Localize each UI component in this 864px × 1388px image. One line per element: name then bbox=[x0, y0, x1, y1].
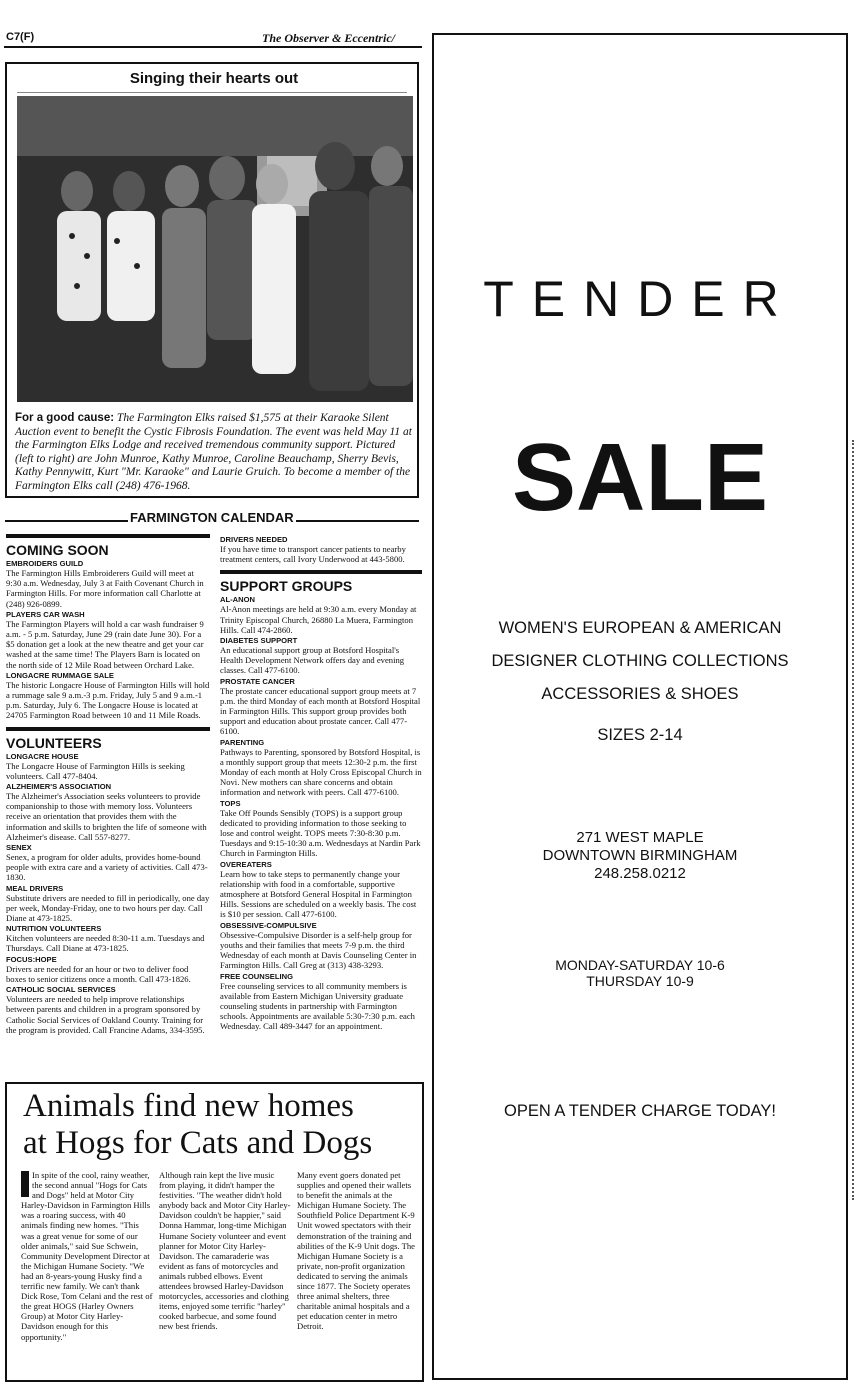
item-text: Substitute drivers are needed to fill in periodically, one day per week, Monday-Friday, one to two hours per day. Call Diane at 473-1825. bbox=[6, 892, 210, 924]
item-heading: FOCUS:HOPE bbox=[6, 954, 57, 964]
item-heading: NUTRITION VOLUNTEERS bbox=[6, 924, 102, 934]
section-heading: SUPPORT GROUPS bbox=[220, 578, 353, 595]
ad-brand: TENDER bbox=[483, 271, 797, 327]
item-heading: DRIVERS NEEDED bbox=[220, 535, 288, 544]
ad-line-2: DESIGNER CLOTHING COLLECTIONS bbox=[491, 652, 789, 670]
article-column-2 bbox=[159, 1170, 291, 1332]
item-text: Pathways to Parenting, sponsored by Botsford Hospital, is a monthly support group that meets 12:30-2 p.m. the first Monday of each month at Holy Cross Episcopal Church in Novi. New mothers can share concerns and obtain information and network with peers. Call 477-6100. bbox=[220, 746, 422, 798]
drop-cap bbox=[21, 1171, 29, 1197]
item-heading: PROSTATE CANCER bbox=[220, 676, 295, 686]
item-text: The Farmington Hills Embroiderers Guild will meet at 9:30 a.m. Wednesday, July 3 at Faith Covenant Church in Farmington Hills. For more information call Charlotte at (248) 926-0899. bbox=[6, 568, 204, 609]
ad-line-3: ACCESSORIES & SHOES bbox=[541, 685, 739, 703]
item-heading: LONGACRE HOUSE bbox=[6, 751, 79, 761]
photo-caption bbox=[15, 412, 415, 493]
item-heading: FREE COUNSELING bbox=[220, 971, 293, 981]
ad-phone: 248.258.0212 bbox=[594, 865, 686, 882]
caption-lead: For a good cause: bbox=[15, 412, 115, 424]
section-heading: COMING SOON bbox=[6, 542, 109, 558]
item-text: Free counseling services to all community members is available from Eastern Michigan University graduate counseling students in partnership with Farmington schools. Appointments are available 5:30-7:30 p.m. each Wednesday. Call 489-3447 for an appointment. bbox=[220, 980, 415, 1032]
article-headline bbox=[23, 1088, 423, 1162]
ad-sale: SALE bbox=[511, 424, 769, 531]
item-heading: LONGACRE RUMMAGE SALE bbox=[6, 670, 114, 680]
ad-sizes: SIZES 2-14 bbox=[597, 726, 683, 744]
section-rule bbox=[220, 570, 422, 574]
item-text: Volunteers are needed to help improve relationships between parents and children in a program sponsored by Catholic Social Services of Oakland County. Training for the program is provided. Call Francine Adams, 334-3595. bbox=[6, 994, 205, 1035]
section-rule bbox=[6, 534, 210, 538]
item-text: The Longacre House of Farmington Hills is seeking volunteers. Call 477-8404. bbox=[6, 760, 185, 781]
margin-dots bbox=[852, 440, 858, 1200]
item-heading: PLAYERS CAR WASH bbox=[6, 609, 85, 619]
headline-line-1: Animals find new homes bbox=[23, 1088, 354, 1124]
page-number: C7(F) bbox=[6, 31, 35, 43]
item-text: Senex, a program for older adults, provides home-bound people with extra care and a variety of activities. Call 473-1830. bbox=[6, 852, 208, 883]
newspaper-name: The Observer & Eccentric/ bbox=[262, 31, 395, 45]
item-text: The Farmington Players will hold a car wash fundraiser 9 a.m. - 5 p.m. Saturday, June 29 (rain date June 30). For a $5 donation get a look at the new theatre and get your car washed at the same time! The Players Barn is located on the north side of 12 Mile Road between Orchard Lake. bbox=[6, 618, 204, 670]
tender-advertisement bbox=[432, 33, 848, 1380]
calendar-title: FARMINGTON CALENDAR bbox=[130, 510, 294, 525]
header-rule bbox=[4, 46, 422, 48]
item-text: An educational support group at Botsford Hospital's Health Development Network offers day and evening classes. Call 477-6100. bbox=[220, 645, 405, 676]
article-text: Although rain kept the live music from playing, it didn't hamper the festivities. "The weather didn't hold anybody back and Motor City Harley-Davidson couldn't be happier," said Donna Hammar, long-time Michigan Humane Society volunteer and event planner for Motor City Harley-Davidson. The camaraderie was evident as fans of motorcycles and animals rubbed elbows. Event attendees browsed Harley-Davidson motorcycles, accessories and clothing items, enjoyed some terrific "harley" cooked barbecue, and some found new best friends. bbox=[159, 1170, 291, 1332]
photo-title: Singing their hearts out bbox=[129, 70, 299, 87]
article-column-1 bbox=[21, 1170, 153, 1342]
item-text: Kitchen volunteers are needed 8:30-11 a.m. Tuesdays and Thursdays. Call Diane at 473-1825. bbox=[6, 933, 205, 954]
ad-hours-1: MONDAY-SATURDAY 10-6 bbox=[555, 957, 725, 973]
article-column-3 bbox=[297, 1170, 419, 1332]
section-rule bbox=[6, 727, 210, 731]
caption-body: The Farmington Elks raised $1,575 at their Karaoke Silent Auction event to benefit the Cystic Fibrosis Foundation. The event was held May 11 at the Farmington Elks Lodge and received tremendous community support. Pictured (left to right) are John Munroe, Kathy Munroe, Caroline Beauchamp, Sherry Bevis, Kathy Pennywitt, Kurt "Mr. Karaoke" and Laurie Gruich. To become a member of the Farmington Elks call (248) 476-1968. bbox=[15, 412, 412, 492]
item-text: Take Off Pounds Sensibly (TOPS) is a support group dedicated to providing information to those seeking to lose and control weight. TOPS meets 7:30-8:30 p.m. Tuesdays and 9:15-10:30 a.m. Wednesdays at Nardin Park Church in Farmington Hills. bbox=[220, 807, 421, 859]
ad-cta: OPEN A TENDER CHARGE TODAY! bbox=[503, 1102, 777, 1120]
section-heading: VOLUNTEERS bbox=[6, 734, 102, 751]
item-heading: SENEX bbox=[6, 843, 32, 853]
item-heading: PARENTING bbox=[220, 737, 265, 747]
calendar-right-column bbox=[220, 534, 422, 1032]
item-heading: AL-ANON bbox=[220, 595, 256, 605]
item-heading: EMBROIDERS GUILD bbox=[6, 559, 84, 568]
item-heading: OVEREATERS bbox=[220, 859, 272, 869]
photo-image bbox=[17, 96, 413, 402]
item-text: Drivers are needed for an hour or two to deliver food boxes to senior citizens once a month. Call 473-1826. bbox=[6, 963, 191, 984]
item-text: Obsessive-Compulsive Disorder is a self-help group for youths and their families that meets 7-9 p.m. the third Wednesday of each month at Davis Counseling Center in Farmington Hills. Call Greg at (313) 438-3293. bbox=[220, 929, 417, 971]
article-text: Many event goers donated pet supplies and opened their wallets to benefit the animals at the Michigan Humane Society. The Southfield Police Department K-9 Unit wowed spectators with their demonstration of the training and abilities of the K-9 Unit dogs. The Michigan Humane Society is a private, non-profit organization dedicated to serving the animals since 1877. The Society operates three animal shelters, three charitable animal hospitals and a pet education center in metro Detroit. bbox=[297, 1170, 415, 1332]
item-text: The historic Longacre House of Farmington Hills will hold a rummage sale 9 a.m.-3 p.m. Friday, July 5 and 9 a.m.-1 p.m. Saturday, July 6. The Longacre House is located at 24705 Farmington Road between 10 and 11 Mile Roads. bbox=[6, 679, 210, 721]
article-text: In spite of the cool, rainy weather, the second annual "Hogs for Cats and Dogs" held at Motor City Harley-Davidson in Farmington Hills was a roaring success, with 40 animals finding new homes. "This was a great venue for some of our older animals," said Sue Schwein, Community Development Director at the Michigan Humane Society. "We had an 8-years-young Husky find a terrific new family. We can't thank Dick Rose, Tom Celani and the rest of the great HOGS (Harley Owners Group) at Motor City Harley-Davidson enough for this opportunity." bbox=[21, 1170, 153, 1342]
headline-line-2: at Hogs for Cats and Dogs bbox=[23, 1125, 373, 1161]
item-text: Learn how to take steps to permanently change your relationship with food in a comfortable, supportive atmosphere at Botsford General Hospital in Farmington Hills. Sessions are scheduled on a weekly basis. The cost is $10 per session. Call 477-6100. bbox=[220, 868, 417, 920]
photo-title-rule bbox=[17, 92, 407, 93]
group-photo bbox=[17, 96, 413, 402]
item-text: Al-Anon meetings are held at 9:30 a.m. every Monday at Trinity Episcopal Church, 26880 La Muera, Farmington Hills. Call 474-2860. bbox=[220, 604, 417, 635]
ad-address-2: DOWNTOWN BIRMINGHAM bbox=[542, 847, 738, 864]
item-text: The Alzheimer's Association seeks volunteers to provide companionship to those with memory loss. Volunteers receive an orientation that provides them with the information and skills to brighten the life of someone with Alzheimer's disease. Call 557-8277. bbox=[6, 791, 207, 842]
item-heading: TOPS bbox=[220, 798, 241, 808]
item-heading: ALZHEIMER'S ASSOCIATION bbox=[6, 782, 112, 792]
item-heading: OBSESSIVE-COMPULSIVE bbox=[220, 920, 317, 930]
ad-address-1: 271 WEST MAPLE bbox=[576, 829, 704, 846]
item-heading: CATHOLIC SOCIAL SERVICES bbox=[6, 985, 116, 995]
calendar-left-column bbox=[6, 532, 210, 1035]
ad-hours-2: THURSDAY 10-9 bbox=[586, 973, 694, 989]
item-heading: MEAL DRIVERS bbox=[6, 883, 64, 893]
animals-article bbox=[5, 1082, 424, 1382]
item-text: If you have time to transport cancer patients to nearby treatment centers, call Ivory Underwood at 443-5800. bbox=[220, 544, 406, 565]
item-text: The prostate cancer educational support group meets at 7 p.m. the third Monday of each month at Botsford Hospital in Farmington Hills. This support group provides both support and education about prostate cancer. Call 477-6100. bbox=[220, 685, 421, 737]
ad-line-1: WOMEN'S EUROPEAN & AMERICAN bbox=[498, 619, 782, 637]
item-heading: DIABETES SUPPORT bbox=[220, 636, 298, 646]
photo-feature bbox=[5, 62, 419, 498]
